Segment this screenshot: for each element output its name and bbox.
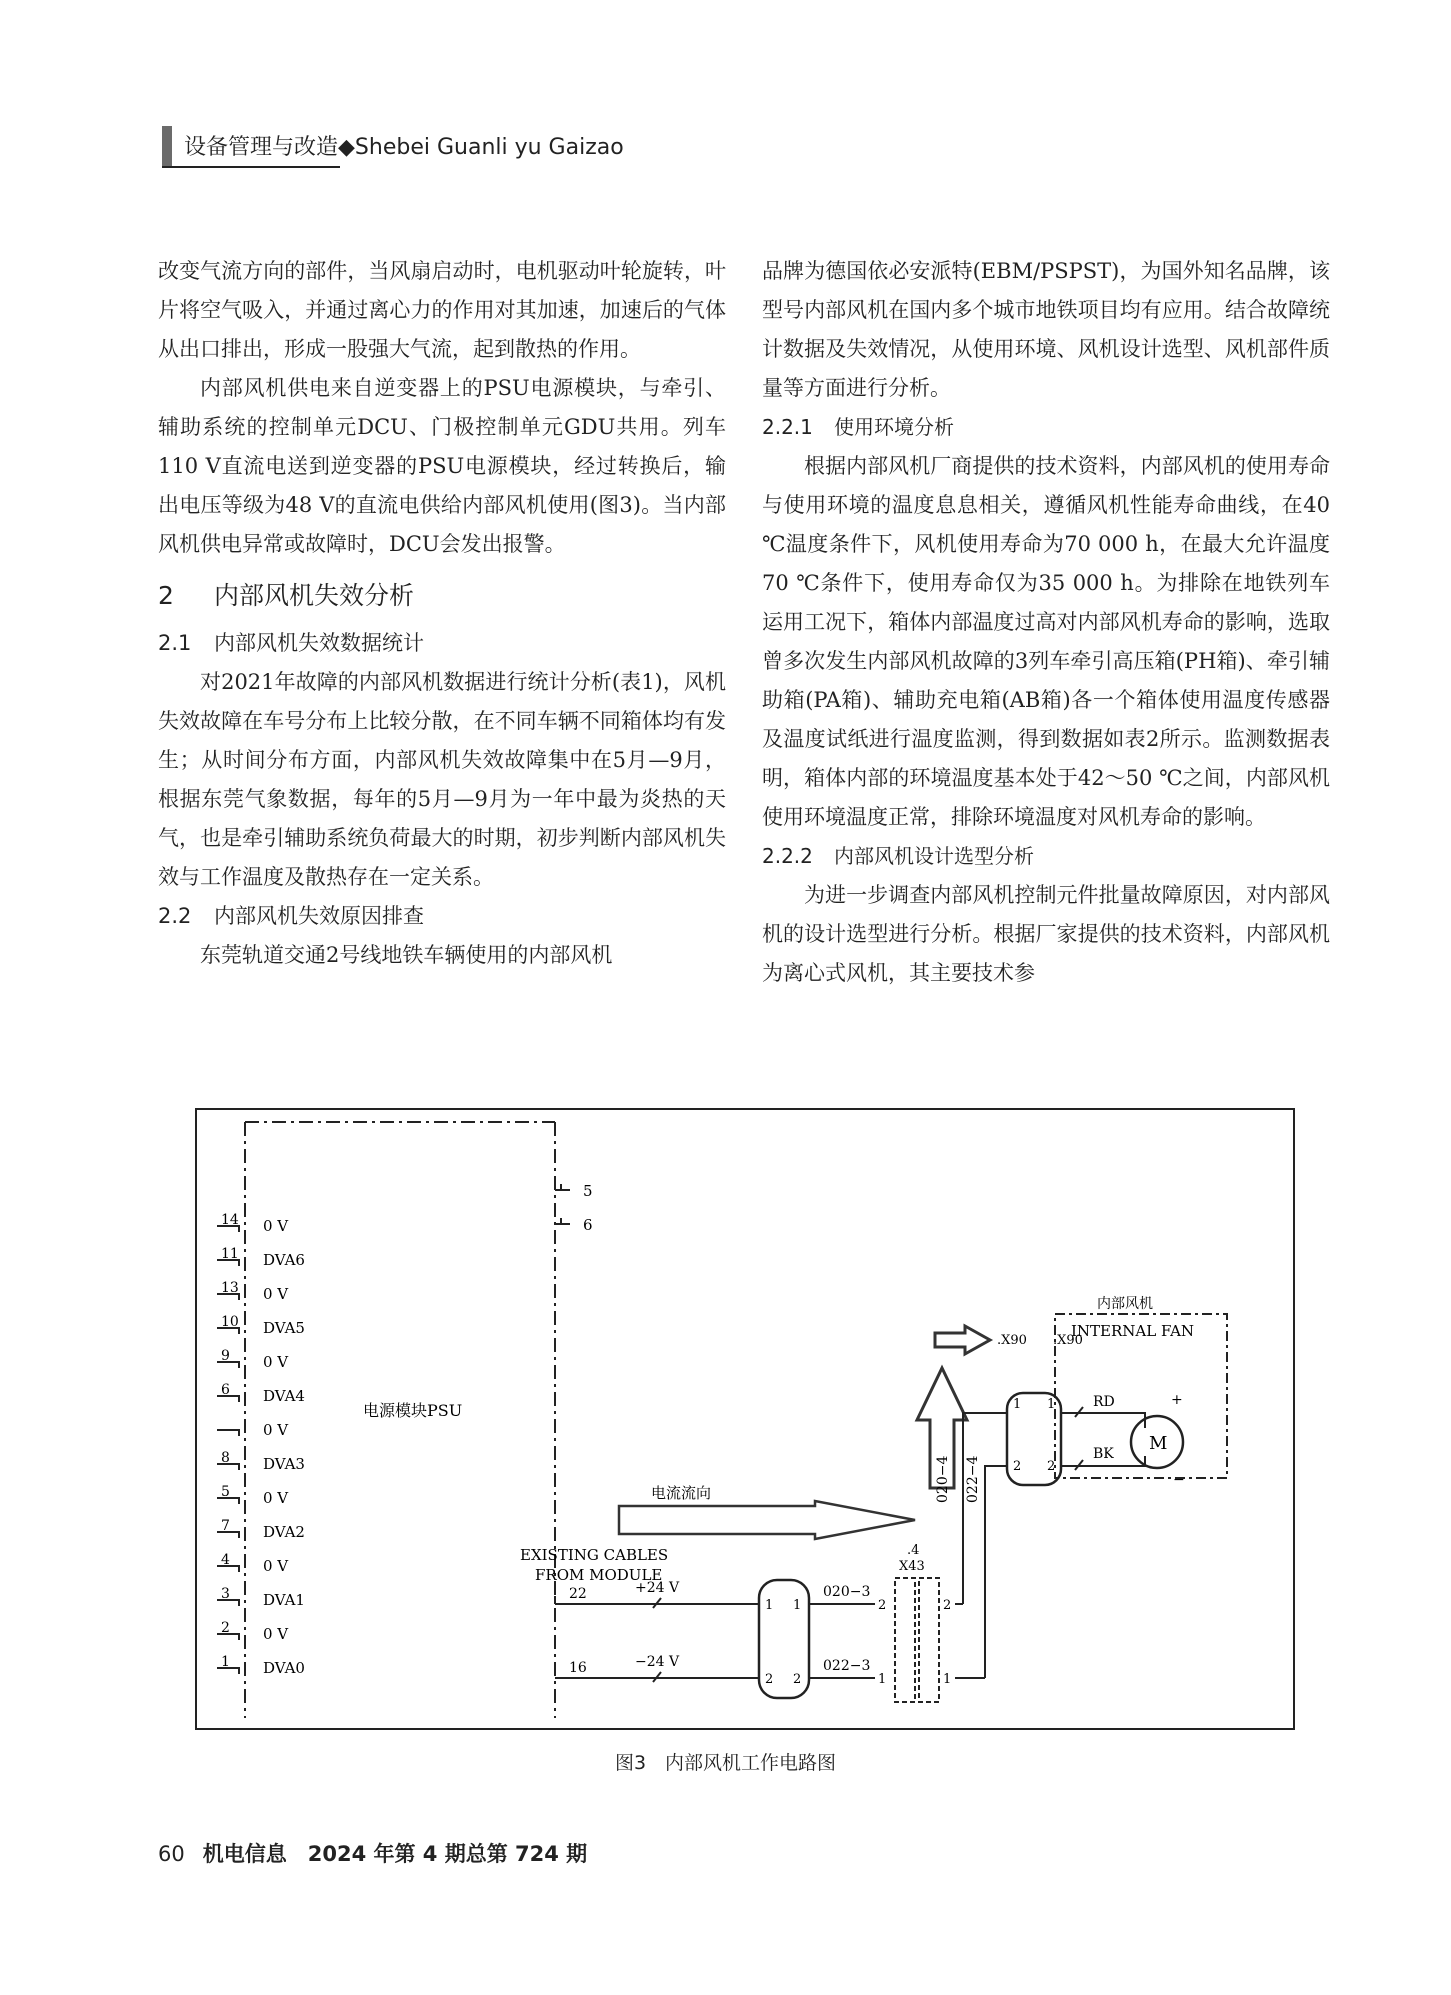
journal-info: 机电信息 2024 年第 4 期总第 724 期 (202, 1842, 588, 1866)
w022-4-label: 022−4 (965, 1455, 981, 1503)
pin-number: 11 (221, 1246, 239, 1262)
w022-3-label: 022−3 (823, 1658, 871, 1674)
x90-label-a: .X90 (997, 1333, 1027, 1348)
pin-number: 7 (221, 1518, 230, 1534)
pin-number: 9 (221, 1348, 230, 1364)
pin-label: DVA1 (263, 1591, 305, 1609)
pin-number: 4 (221, 1552, 230, 1568)
pin-label: 0 V (263, 1285, 289, 1303)
pin-label: 0 V (263, 1625, 289, 1643)
paragraph: 改变气流方向的部件，当风扇启动时，电机驱动叶轮旋转，叶片将空气吸入，并通过离心力的作用对其加速，加速后的气体从出口排出，形成一股强大气流，起到散热的作用。 (158, 259, 726, 361)
pin-number: 5 (221, 1484, 230, 1500)
section-number: 2.1 (158, 631, 192, 655)
pin-label: 0 V (263, 1489, 289, 1507)
pin-number: 14 (221, 1212, 239, 1228)
plus-label: + (1171, 1392, 1183, 1408)
pin-label: DVA0 (263, 1659, 305, 1677)
existing-cables-label-1: EXISTING CABLES (520, 1546, 669, 1564)
pin-label: 0 V (263, 1557, 289, 1575)
terminal-label: 1 (943, 1672, 952, 1687)
terminal-label: 2 (1013, 1459, 1022, 1474)
pin-label: DVA4 (263, 1387, 305, 1405)
terminal-label: 2 (943, 1598, 952, 1613)
paragraph: 根据内部风机厂商提供的技术资料，内部风机的使用寿命与使用环境的温度息息相关，遵循风机性能寿命曲线，在40 ℃温度条件下，风机使用寿命为70 000 h，在最大允许温度70 ℃条件下，使用寿命仅为35 000 h。为排除在地铁列车运用工况下，箱体内部温度过高对内部风机寿命的影响，选取曾多次发生内部风机故障的3列车牵引高压箱(PH箱)、牵引辅助箱(PA箱)、辅助充电箱(AB箱)各一个箱体使用温度传感器及温度试纸进行温度监测，得到数据如表2所示。监测数据表明，箱体内部的环境温度基本处于42～50 ℃之间，内部风机使用环境温度正常，排除环境温度对风机寿命的影响。 (762, 454, 1330, 829)
terminal-label: 1 (878, 1672, 887, 1687)
pin-label: 6 (583, 1216, 593, 1234)
section-title: 内部风机失效分析 (214, 581, 415, 610)
x43-label: X43 (899, 1559, 925, 1574)
terminal-label: 1 (765, 1598, 774, 1613)
paragraph: 对2021年故障的内部风机数据进行统计分析(表1)，风机失效故障在车号分布上比较分散，在不同车辆不同箱体均有发生；从时间分布方面，内部风机失效故障集中在5月—9月，根据东莞气象数据，每年的5月—9月为一年中最为炎热的天气，也是牵引辅助系统负荷最大的时期，初步判断内部风机失效与工作温度及散热存在一定关系。 (158, 670, 726, 889)
right-column (762, 252, 1330, 993)
x90-label-b: .X90 (1053, 1333, 1083, 1348)
existing-cables-label-2: FROM MODULE (535, 1566, 663, 1584)
rd-label: RD (1093, 1394, 1115, 1410)
w020-4-label: 020−4 (935, 1455, 951, 1503)
pin-number: 1 (221, 1654, 230, 1670)
psu-label: 电源模块PSU (363, 1401, 463, 1420)
section-heading-2-2-2 (762, 837, 1330, 876)
figure-frame (196, 1109, 1294, 1729)
terminal-label: 1 (1047, 1397, 1056, 1412)
section-number: 2.2.2 (762, 844, 813, 868)
bk-label: BK (1093, 1446, 1114, 1462)
paragraph: 东莞轨道交通2号线地铁车辆使用的内部风机 (200, 943, 613, 967)
pin-label: 0 V (263, 1421, 289, 1439)
pin-number: 6 (221, 1382, 230, 1398)
header-bar (162, 126, 172, 166)
pin-number: 3 (221, 1586, 230, 1602)
motor-label: M (1149, 1433, 1168, 1454)
section-heading-2-1 (158, 624, 726, 663)
paragraph: 为进一步调查内部风机控制元件批量故障原因，对内部风机的设计选型进行分析。根据厂家提供的技术资料，内部风机为离心式风机，其主要技术参 (762, 883, 1330, 985)
section-heading-2-2-1 (762, 408, 1330, 447)
wire-16-label: 16 (569, 1660, 587, 1676)
terminal-label: 2 (765, 1672, 774, 1687)
section-number: 2.2 (158, 904, 192, 928)
pin-number: 13 (221, 1280, 239, 1296)
paragraph: 内部风机供电来自逆变器上的PSU电源模块，与牵引、辅助系统的控制单元DCU、门极控制单元GDU共用。列车110 V直流电送到逆变器的PSU电源模块，经过转换后，输出电压等级为48 V的直流电供给内部风机使用(图3)。当内部风机供电异常或故障时，DCU会发出报警。 (158, 376, 726, 556)
section-title: 使用环境分析 (834, 415, 954, 439)
minus-label: − (1173, 1472, 1185, 1488)
terminal-label: 2 (878, 1598, 887, 1613)
minus24-label: −24 V (635, 1654, 680, 1670)
section-title: 内部风机设计选型分析 (834, 844, 1034, 868)
pin-label: DVA2 (263, 1523, 305, 1541)
running-header: 设备管理与改造◆Shebei Guanli yu Gaizao (184, 135, 624, 160)
current-flow-label: 电流流向 (651, 1484, 712, 1502)
footer (158, 1838, 587, 1868)
terminal-label: 1 (793, 1598, 802, 1613)
pin-number: 10 (221, 1314, 239, 1330)
fan-en-label: INTERNAL FAN (1071, 1322, 1195, 1340)
terminal-label: 2 (793, 1672, 802, 1687)
pin-number: 2 (221, 1620, 230, 1636)
wire-22-label: 22 (569, 1586, 587, 1602)
figure-caption: 图3 内部风机工作电路图 (614, 1752, 837, 1774)
pin-number: 8 (221, 1450, 230, 1466)
terminal-label: 1 (1013, 1397, 1022, 1412)
w020-3-label: 020−3 (823, 1584, 871, 1600)
header-underline (162, 166, 340, 168)
section-number: 2.2.1 (762, 415, 813, 439)
pin-label: DVA5 (263, 1319, 305, 1337)
pin-label: 0 V (263, 1217, 289, 1235)
paragraph: 品牌为德国依必安派特(EBM/PSPST)，为国外知名品牌，该型号内部风机在国内多个城市地铁项目均有应用。结合故障统计数据及失效情况，从使用环境、风机设计选型、风机部件质量等方面进行分析。 (762, 259, 1330, 400)
page-number: 60 (158, 1842, 185, 1866)
x43-pin-label: .4 (907, 1543, 920, 1558)
plus24-label: +24 V (635, 1580, 680, 1596)
pin-label: DVA3 (263, 1455, 305, 1473)
pin-label: 0 V (263, 1353, 289, 1371)
circuit-diagram (195, 1108, 1295, 1730)
pin-label: DVA6 (263, 1251, 305, 1269)
pin-label: 5 (583, 1182, 593, 1200)
section-heading-2 (158, 576, 726, 616)
left-column (158, 252, 726, 975)
section-title: 内部风机失效数据统计 (214, 631, 424, 655)
section-number: 2 (158, 581, 174, 610)
fan-cn-label: 内部风机 (1097, 1296, 1153, 1312)
terminal-label: 2 (1047, 1459, 1056, 1474)
section-heading-2-2 (158, 897, 726, 936)
section-title: 内部风机失效原因排查 (214, 904, 424, 928)
